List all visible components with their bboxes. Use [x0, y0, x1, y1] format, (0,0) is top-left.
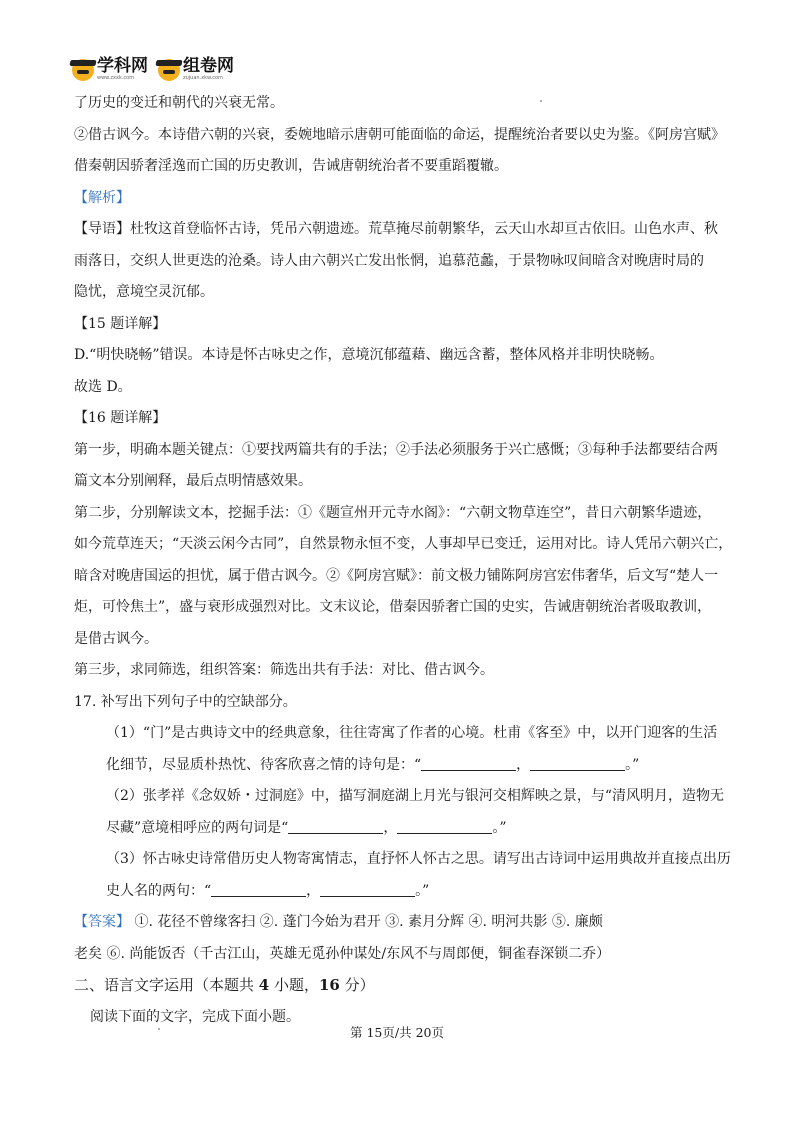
text-line: 第三步，求同筛选，组织答案：筛选出共有手法：对比、借古讽今。	[74, 662, 494, 678]
answer-blank[interactable]	[530, 756, 625, 771]
text-line: 炬，可怜焦土”，盛与衰形成强烈对比。文末议论，借秦因骄奢亡国的史实，告诫唐朝统治者吸取教训，	[74, 599, 712, 615]
logo-xuekewang	[72, 58, 148, 81]
text-line: 篇文本分别阐释，最后点明情感效果。	[74, 473, 312, 489]
answer-line: 【答案】 ①. 花径不曾缘客扫 ②. 蓬门今始为君开 ③. 素月分辉 ④. 明河共影 ⑤. 廉颇	[74, 914, 603, 930]
text-line: 第一步，明确本题关键点：①要找两篇共有的手法；②手法必须服务于兴亡感慨；③每种手法都要结合两	[74, 441, 718, 458]
page-number: 第 15页/共 20页	[350, 1025, 444, 1040]
sub-question-3: （3）怀古咏史诗常借历史人物寄寓情志，直抒怀人怀古之思。请写出古诗词中运用典故并直接点出历	[106, 851, 731, 867]
answer-blank[interactable]	[211, 882, 306, 897]
logo-zujuanwang	[158, 58, 234, 81]
analysis-label: 【解析】	[74, 189, 130, 206]
text-line: 【导语】杜牧这首登临怀古诗，凭吊六朝遗迹。荒草掩尽前朝繁华，云天山水却亘古依旧。山色水声、秋	[74, 221, 718, 237]
logo-url: www.zxxk.com	[97, 75, 135, 81]
answer-blank[interactable]	[421, 756, 516, 771]
reading-instruction: 阅读下面的文字，完成下面小题。	[90, 1008, 300, 1025]
answer-label: 【答案】	[74, 914, 130, 930]
text-line: 了历史的变迁和朝代的兴衰无常。	[74, 95, 284, 111]
sub-question-3-cont: 史人名的两句：“ ， 。”	[106, 882, 430, 899]
sub-question-2: （2）张孝祥《念奴娇・过洞庭》中，描写洞庭湖上月光与银河交相辉映之景，与“清风明月，造物无	[106, 788, 725, 804]
section-heading: 二、语言文字运用（本题共 4 小题，16 分）	[74, 976, 375, 994]
sub-question-1: （1）“门”是古典诗文中的经典意象，往往寄寓了作者的心境。杜甫《客至》中，以开门迎客的生活	[106, 725, 718, 741]
text-line: D.“明快晓畅”错误。本诗是怀古咏史之作，意境沉郁蕴藉、幽远含蓄，整体风格并非明快晓畅。	[74, 347, 664, 363]
graduation-cap-icon	[72, 59, 94, 81]
text-line: 暗含对晚唐国运的担忧，属于借古讽今。②《阿房宫赋》：前文极力铺陈阿房宫宏伟奢华，后文写“楚人一	[74, 567, 719, 584]
text-line: 借秦朝因骄奢淫逸而亡国的历史教训，告诫唐朝统治者不要重蹈覆辙。	[74, 158, 508, 174]
logo-name: 学科网	[97, 56, 148, 76]
text-line: ②借古讽今。本诗借六朝的兴衰，委婉地暗示唐朝可能面临的命运，提醒统治者要以史为鉴。《阿房宫赋》	[74, 126, 725, 143]
sub-question-2-cont: 尽藏”意境相呼应的两句词是“ ， 。”	[106, 819, 507, 836]
logo-url: zujuan.xkw.com	[183, 75, 223, 81]
answer-blank[interactable]	[288, 819, 383, 834]
document-body	[74, 88, 734, 1033]
text-line: 雨落日，交织人世更迭的沧桑。诗人由六朝兴亡发出怅惘，追慕范蠡，于景物咏叹间暗含对晚唐时局的	[74, 252, 704, 269]
text-line: 隐忧，意境空灵沉郁。	[74, 284, 214, 300]
text-line: 第二步，分别解读文本，挖掘手法：①《题宣州开元寺水阁》：“六朝文物草连空”，昔日六朝繁华遗迹，	[74, 504, 712, 521]
question-heading: 【16 题详解】	[74, 410, 167, 426]
sub-question-1-cont: 化细节，尽显质朴热忱、待客欣喜之情的诗句是：“ ， 。”	[106, 756, 640, 773]
question-heading: 【15 题详解】	[74, 315, 167, 332]
text-line: 如今荒草连天；“天淡云闲今古同”，自然景物永恒不变，人事却早已变迁，运用对比。诗人凭吊六朝兴亡，	[74, 536, 733, 552]
question-17-title: 17. 补写出下列句子中的空缺部分。	[74, 693, 297, 710]
answer-blank[interactable]	[397, 819, 492, 834]
text-line: 故选 D。	[74, 378, 132, 395]
graduation-cap-icon	[158, 59, 180, 81]
header-logos	[72, 58, 234, 81]
answer-blank[interactable]	[320, 882, 415, 897]
text-line: 是借古讽今。	[74, 630, 158, 647]
answer-line-cont: 老矣 ⑥. 尚能饭否（千古江山，英雄无觅孙仲谋处/东风不与周郎便，铜雀春深锁二乔）	[74, 945, 611, 962]
logo-name: 组卷网	[183, 56, 234, 76]
